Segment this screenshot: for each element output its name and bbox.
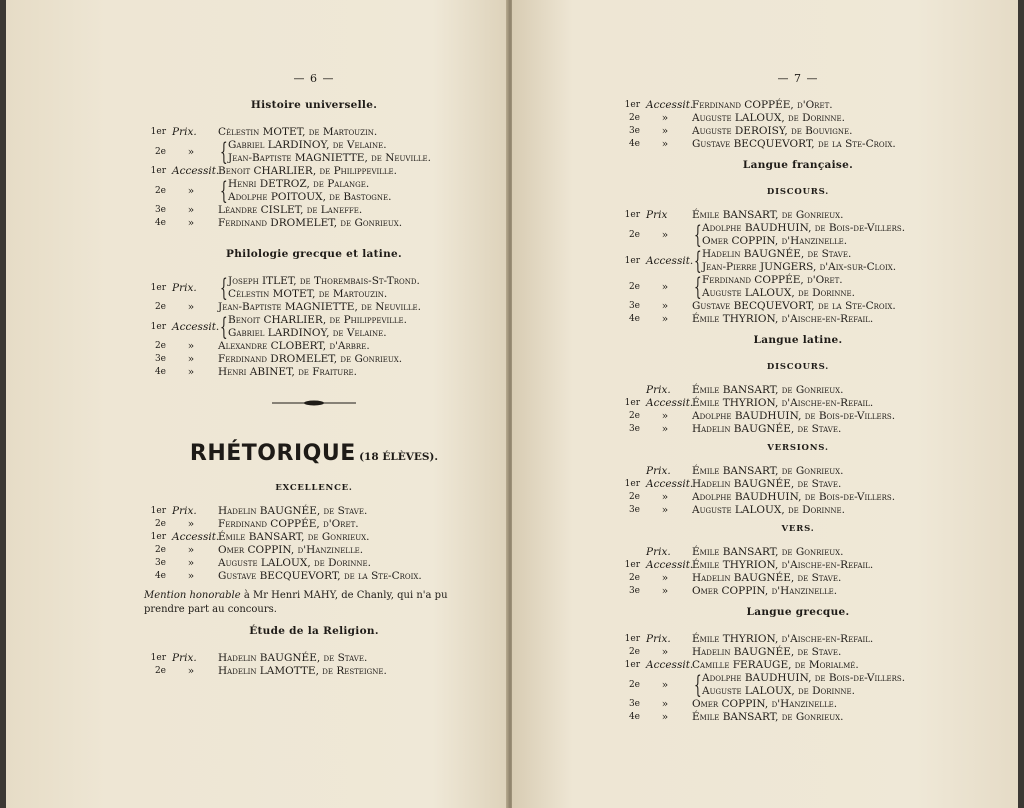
laureate: Hadelin BAUGNÉE, de Stave. — [702, 248, 852, 260]
ditto-mark: » — [187, 217, 195, 229]
prize-row — [618, 633, 978, 646]
section-title: Langue française. — [742, 159, 854, 171]
ditto-mark: » — [187, 665, 195, 677]
prize-row — [144, 126, 484, 139]
rank: 1er — [150, 127, 166, 137]
award-type: Prix. — [646, 465, 671, 477]
rank: 1er — [624, 660, 640, 670]
rank: 2e — [628, 411, 640, 421]
prize-row — [618, 465, 978, 478]
prize-row — [144, 217, 484, 230]
rank: 1er — [150, 532, 166, 542]
prize-row — [618, 313, 978, 326]
award-type: Accessit. — [646, 99, 694, 111]
rank: 1er — [150, 506, 166, 516]
rank: 1er — [624, 634, 640, 644]
rank: 3e — [628, 301, 640, 311]
class-size: (18 ÉLÈVES). — [359, 451, 439, 463]
ditto-mark: » — [187, 366, 195, 378]
laureate: Léandre CISLET, de Laneffe. — [218, 204, 363, 216]
brace: { — [220, 177, 228, 205]
laureate: Henri ABINET, de Fraiture. — [218, 366, 357, 378]
award-type: Accessit. — [646, 478, 694, 490]
rank: 4e — [154, 218, 166, 228]
ditto-mark: » — [661, 410, 669, 422]
laureate: Henri DETROZ, de Palange. — [228, 178, 370, 190]
laureate: Gustave BECQUEVORT, de la Ste-Croix. — [692, 138, 896, 150]
award-type: Prix. — [172, 281, 197, 294]
rank: 3e — [154, 205, 166, 215]
prize-row — [144, 570, 484, 583]
tied-laureates — [218, 178, 484, 204]
left-page — [6, 0, 508, 808]
laureate: Émile THYRION, d'Aische-en-Refail. — [692, 313, 874, 325]
prize-row — [618, 410, 978, 423]
award-type: Accessit. — [646, 254, 694, 267]
prize-row — [618, 209, 978, 222]
award-type: Prix — [646, 209, 668, 221]
ditto-mark: » — [187, 557, 195, 569]
right-page-content — [618, 72, 978, 724]
tied-laureates — [218, 275, 484, 301]
laureate: Hadelin BAUGNÉE, de Stave. — [692, 423, 842, 435]
rank: 4e — [154, 571, 166, 581]
award-type: Accessit. — [172, 320, 220, 333]
laureate: Alexandre CLOBERT, d'Arbre. — [218, 340, 370, 352]
award-type: Prix. — [646, 546, 671, 558]
ditto-mark: » — [661, 423, 669, 435]
prize-row — [618, 698, 978, 711]
subsection-title: DISCOURS. — [766, 362, 830, 372]
award-type: Accessit. — [172, 531, 220, 543]
laureate: Adolphe BAUDHUIN, de Bois-de-Villers. — [702, 222, 906, 234]
laureate: Ferdinand DROMELET, de Gonrieux. — [218, 217, 403, 229]
laureate: Camille FERAUGE, de Morialmé. — [692, 659, 859, 671]
class-name: RHÉTORIQUE — [189, 441, 356, 466]
rank: 2e — [154, 302, 166, 312]
laureate: Célestin MOTET, de Martouzin. — [228, 288, 388, 300]
brace: { — [694, 273, 702, 301]
laureate: Auguste LALOUX, de Dorinne. — [702, 685, 855, 697]
tied-laureates — [692, 274, 978, 300]
subsection-title: VERSIONS. — [767, 443, 829, 453]
prize-row — [618, 711, 978, 724]
prize-row — [144, 301, 484, 314]
award-type: Prix. — [646, 384, 671, 396]
rank: 1er — [150, 653, 166, 663]
prize-row — [144, 544, 484, 557]
rank: 2e — [154, 519, 166, 529]
award-type: Accessit. — [646, 559, 694, 571]
prize-row — [618, 112, 978, 125]
subsection-title: DISCOURS. — [766, 187, 830, 197]
rank: 1er — [624, 210, 640, 220]
laureate: Auguste DEROISY, de Bouvigne. — [692, 125, 853, 137]
prize-row — [144, 505, 484, 518]
laureate: Gustave BECQUEVORT, de la Ste-Croix. — [218, 570, 422, 582]
page-number: — 7 — — [777, 72, 819, 85]
prize-row — [144, 366, 484, 379]
tied-laureates — [692, 222, 978, 248]
rank: 2e — [154, 545, 166, 555]
ditto-mark: » — [187, 184, 195, 197]
prize-row — [618, 572, 978, 585]
laureate: Émile BANSART, de Gonrieux. — [218, 531, 370, 543]
ditto-mark: » — [661, 313, 669, 325]
laureate: Omer COPPIN, d'Hanzinelle. — [692, 698, 838, 710]
laureate: Émile THYRION, d'Aische-en-Refail. — [692, 397, 874, 409]
page-number: — 6 — — [293, 72, 335, 85]
laureate: Ferdinand COPPÉE, d'Oret. — [692, 99, 833, 111]
ditto-mark: » — [661, 228, 669, 241]
laureate: Émile BANSART, de Gonrieux. — [692, 711, 844, 723]
rank: 4e — [628, 139, 640, 149]
laureate: Benoit CHARLIER, de Philippeville. — [218, 165, 398, 177]
rank: 2e — [628, 113, 640, 123]
rank: 2e — [628, 492, 640, 502]
prize-row — [618, 646, 978, 659]
ornament-rule — [272, 399, 356, 407]
rank: 2e — [154, 146, 166, 157]
prize-row — [144, 204, 484, 217]
rank: 1er — [624, 255, 640, 266]
brace: { — [694, 671, 702, 699]
ditto-mark: » — [661, 572, 669, 584]
laureate: Émile BANSART, de Gonrieux. — [692, 546, 844, 558]
section-title: Philologie grecque et latine. — [226, 248, 402, 260]
prize-row — [618, 585, 978, 598]
rank: 2e — [628, 647, 640, 657]
prize-row — [144, 518, 484, 531]
ditto-mark: » — [661, 491, 669, 503]
rank: 2e — [154, 185, 166, 196]
award-type: Accessit. — [172, 165, 220, 177]
rank: 2e — [628, 229, 640, 240]
ditto-mark: » — [661, 646, 669, 658]
ditto-mark: » — [661, 125, 669, 137]
prize-row — [618, 478, 978, 491]
laureate: Adolphe BAUDHUIN, de Bois-de-Villers. — [692, 491, 896, 503]
prize-row — [618, 384, 978, 397]
rank: 3e — [628, 586, 640, 596]
ditto-mark: » — [661, 112, 669, 124]
laureate: Jean-Baptiste MAGNIETTE, de Neuville. — [228, 152, 431, 164]
rank: 2e — [628, 573, 640, 583]
brace: { — [694, 221, 702, 249]
laureate: Émile THYRION, d'Aische-en-Refail. — [692, 559, 874, 571]
ditto-mark: » — [187, 204, 195, 216]
ditto-mark: » — [661, 138, 669, 150]
rank: 1er — [150, 282, 166, 293]
laureate: Auguste LALOUX, de Dorinne. — [692, 112, 845, 124]
tied-laureates — [218, 139, 484, 165]
rank: 1er — [624, 398, 640, 408]
laureate: Émile THYRION, d'Aische-en-Refail. — [692, 633, 874, 645]
laureate: Hadelin BAUGNÉE, de Stave. — [692, 572, 842, 584]
laureate: Ferdinand DROMELET, de Gonrieux. — [218, 353, 403, 365]
prize-row — [618, 397, 978, 410]
rank: 3e — [628, 699, 640, 709]
rank: 2e — [154, 666, 166, 676]
prize-row — [144, 178, 484, 204]
left-page-content — [144, 72, 484, 678]
honorable-mention — [144, 589, 484, 617]
prize-row — [618, 99, 978, 112]
laureate: Auguste LALOUX, de Dorinne. — [218, 557, 371, 569]
section-title: Langue latine. — [753, 334, 843, 346]
award-type: Accessit. — [646, 659, 694, 671]
laureate: Hadelin BAUGNÉE, de Stave. — [692, 478, 842, 490]
laureate: Gabriel LARDINOY, de Velaine. — [228, 327, 387, 339]
laureate: Auguste LALOUX, de Dorinne. — [702, 287, 855, 299]
ditto-mark: » — [187, 301, 195, 313]
prize-row — [144, 353, 484, 366]
laureate: Hadelin BAUGNÉE, de Stave. — [692, 646, 842, 658]
ditto-mark: » — [661, 504, 669, 516]
prize-row — [144, 665, 484, 678]
ditto-mark: » — [661, 698, 669, 710]
tied-laureates — [218, 314, 484, 340]
rank: 2e — [628, 281, 640, 292]
ditto-mark: » — [187, 570, 195, 582]
tied-laureates — [692, 672, 978, 698]
laureate: Hadelin BAUGNÉE, de Stave. — [218, 505, 368, 517]
ditto-mark: » — [661, 678, 669, 691]
laureate: Auguste LALOUX, de Dorinne. — [692, 504, 845, 516]
rank: 4e — [154, 367, 166, 377]
rank: 4e — [628, 712, 640, 722]
prize-row — [618, 125, 978, 138]
section-title: Étude de la Religion. — [249, 625, 379, 637]
prize-row — [618, 423, 978, 436]
laureate: Ferdinand COPPÉE, d'Oret. — [702, 274, 843, 286]
prize-row — [144, 275, 484, 301]
mention-text: à Mr Henri MAHY, de Chanly, qui n'a pu prendre part au concours. — [144, 590, 448, 615]
rank: 3e — [628, 424, 640, 434]
ditto-mark: » — [187, 145, 195, 158]
laureate: Émile BANSART, de Gonrieux. — [692, 465, 844, 477]
section-title: Histoire universelle. — [250, 99, 378, 111]
laureate: Omer COPPIN, d'Hanzinelle. — [692, 585, 838, 597]
class-title — [144, 441, 484, 466]
prize-row — [618, 300, 978, 313]
ditto-mark: » — [661, 300, 669, 312]
brace: { — [220, 138, 228, 166]
award-type: Prix. — [172, 652, 197, 664]
award-type: Prix. — [172, 505, 197, 517]
prize-row — [144, 314, 484, 340]
laureate: Adolphe POITOUX, de Bastogne. — [228, 191, 392, 203]
rank: 1er — [624, 560, 640, 570]
award-type: Prix. — [172, 126, 197, 138]
rank: 1er — [624, 479, 640, 489]
laureate: Célestin MOTET, de Martouzin. — [218, 126, 378, 138]
laureate: Adolphe BAUDHUIN, de Bois-de-Villers. — [702, 672, 906, 684]
brace: { — [220, 313, 228, 341]
ornament-divider — [144, 399, 484, 407]
laureate: Benoit CHARLIER, de Philippeville. — [228, 314, 408, 326]
right-page — [512, 0, 1018, 808]
prize-row — [618, 546, 978, 559]
laureate: Omer COPPIN, d'Hanzinelle. — [702, 235, 848, 247]
laureate: Joseph ITLET, de Thorembais-St-Trond. — [228, 275, 420, 287]
ditto-mark: » — [187, 340, 195, 352]
laureate: Ferdinand COPPÉE, d'Oret. — [218, 518, 359, 530]
prize-row — [618, 659, 978, 672]
award-type: Prix. — [646, 633, 671, 645]
laureate: Hadelin BAUGNÉE, de Stave. — [218, 652, 368, 664]
rank: 3e — [154, 558, 166, 568]
prize-row — [144, 557, 484, 570]
laureate: Jean-Pierre JUNGERS, d'Aix-sur-Cloix. — [702, 261, 897, 273]
prize-row — [618, 274, 978, 300]
laureate: Émile BANSART, de Gonrieux. — [692, 384, 844, 396]
ditto-mark: » — [661, 280, 669, 293]
rank: 3e — [154, 354, 166, 364]
ditto-mark: » — [187, 353, 195, 365]
subsection-title: VERS. — [781, 524, 815, 534]
laureate: Gustave BECQUEVORT, de la Ste-Croix. — [692, 300, 896, 312]
prize-row — [618, 138, 978, 151]
laureate: Hadelin LAMOTTE, de Resteigne. — [218, 665, 387, 677]
mention-label: Mention honorable — [144, 590, 241, 601]
ditto-mark: » — [661, 585, 669, 597]
prize-row — [618, 491, 978, 504]
ditto-mark: » — [661, 711, 669, 723]
rank: 4e — [628, 314, 640, 324]
rank: 1er — [624, 100, 640, 110]
brace: { — [220, 274, 228, 302]
prize-row — [618, 222, 978, 248]
rank: 1er — [150, 321, 166, 332]
prize-row — [618, 672, 978, 698]
prize-row — [618, 248, 978, 274]
rank: 1er — [150, 166, 166, 176]
prize-row — [618, 504, 978, 517]
rank: 3e — [628, 505, 640, 515]
prize-row — [144, 531, 484, 544]
rank: 2e — [154, 341, 166, 351]
laureate: Jean-Baptiste MAGNIETTE, de Neuville. — [218, 301, 421, 313]
award-type: Accessit. — [646, 397, 694, 409]
rank: 2e — [628, 679, 640, 690]
ditto-mark: » — [187, 518, 195, 530]
laureate: Adolphe BAUDHUIN, de Bois-de-Villers. — [692, 410, 896, 422]
subsection-title: EXCELLENCE. — [275, 483, 353, 493]
rank: 3e — [628, 126, 640, 136]
prize-row — [618, 559, 978, 572]
brace: { — [694, 247, 702, 275]
laureate: Gabriel LARDINOY, de Velaine. — [228, 139, 387, 151]
laureate: Émile BANSART, de Gonrieux. — [692, 209, 844, 221]
prize-row — [144, 165, 484, 178]
prize-row — [144, 652, 484, 665]
prize-row — [144, 340, 484, 353]
laureate: Omer COPPIN, d'Hanzinelle. — [218, 544, 364, 556]
prize-row — [144, 139, 484, 165]
tied-laureates — [692, 248, 978, 274]
ditto-mark: » — [187, 544, 195, 556]
section-title: Langue grecque. — [746, 606, 850, 618]
